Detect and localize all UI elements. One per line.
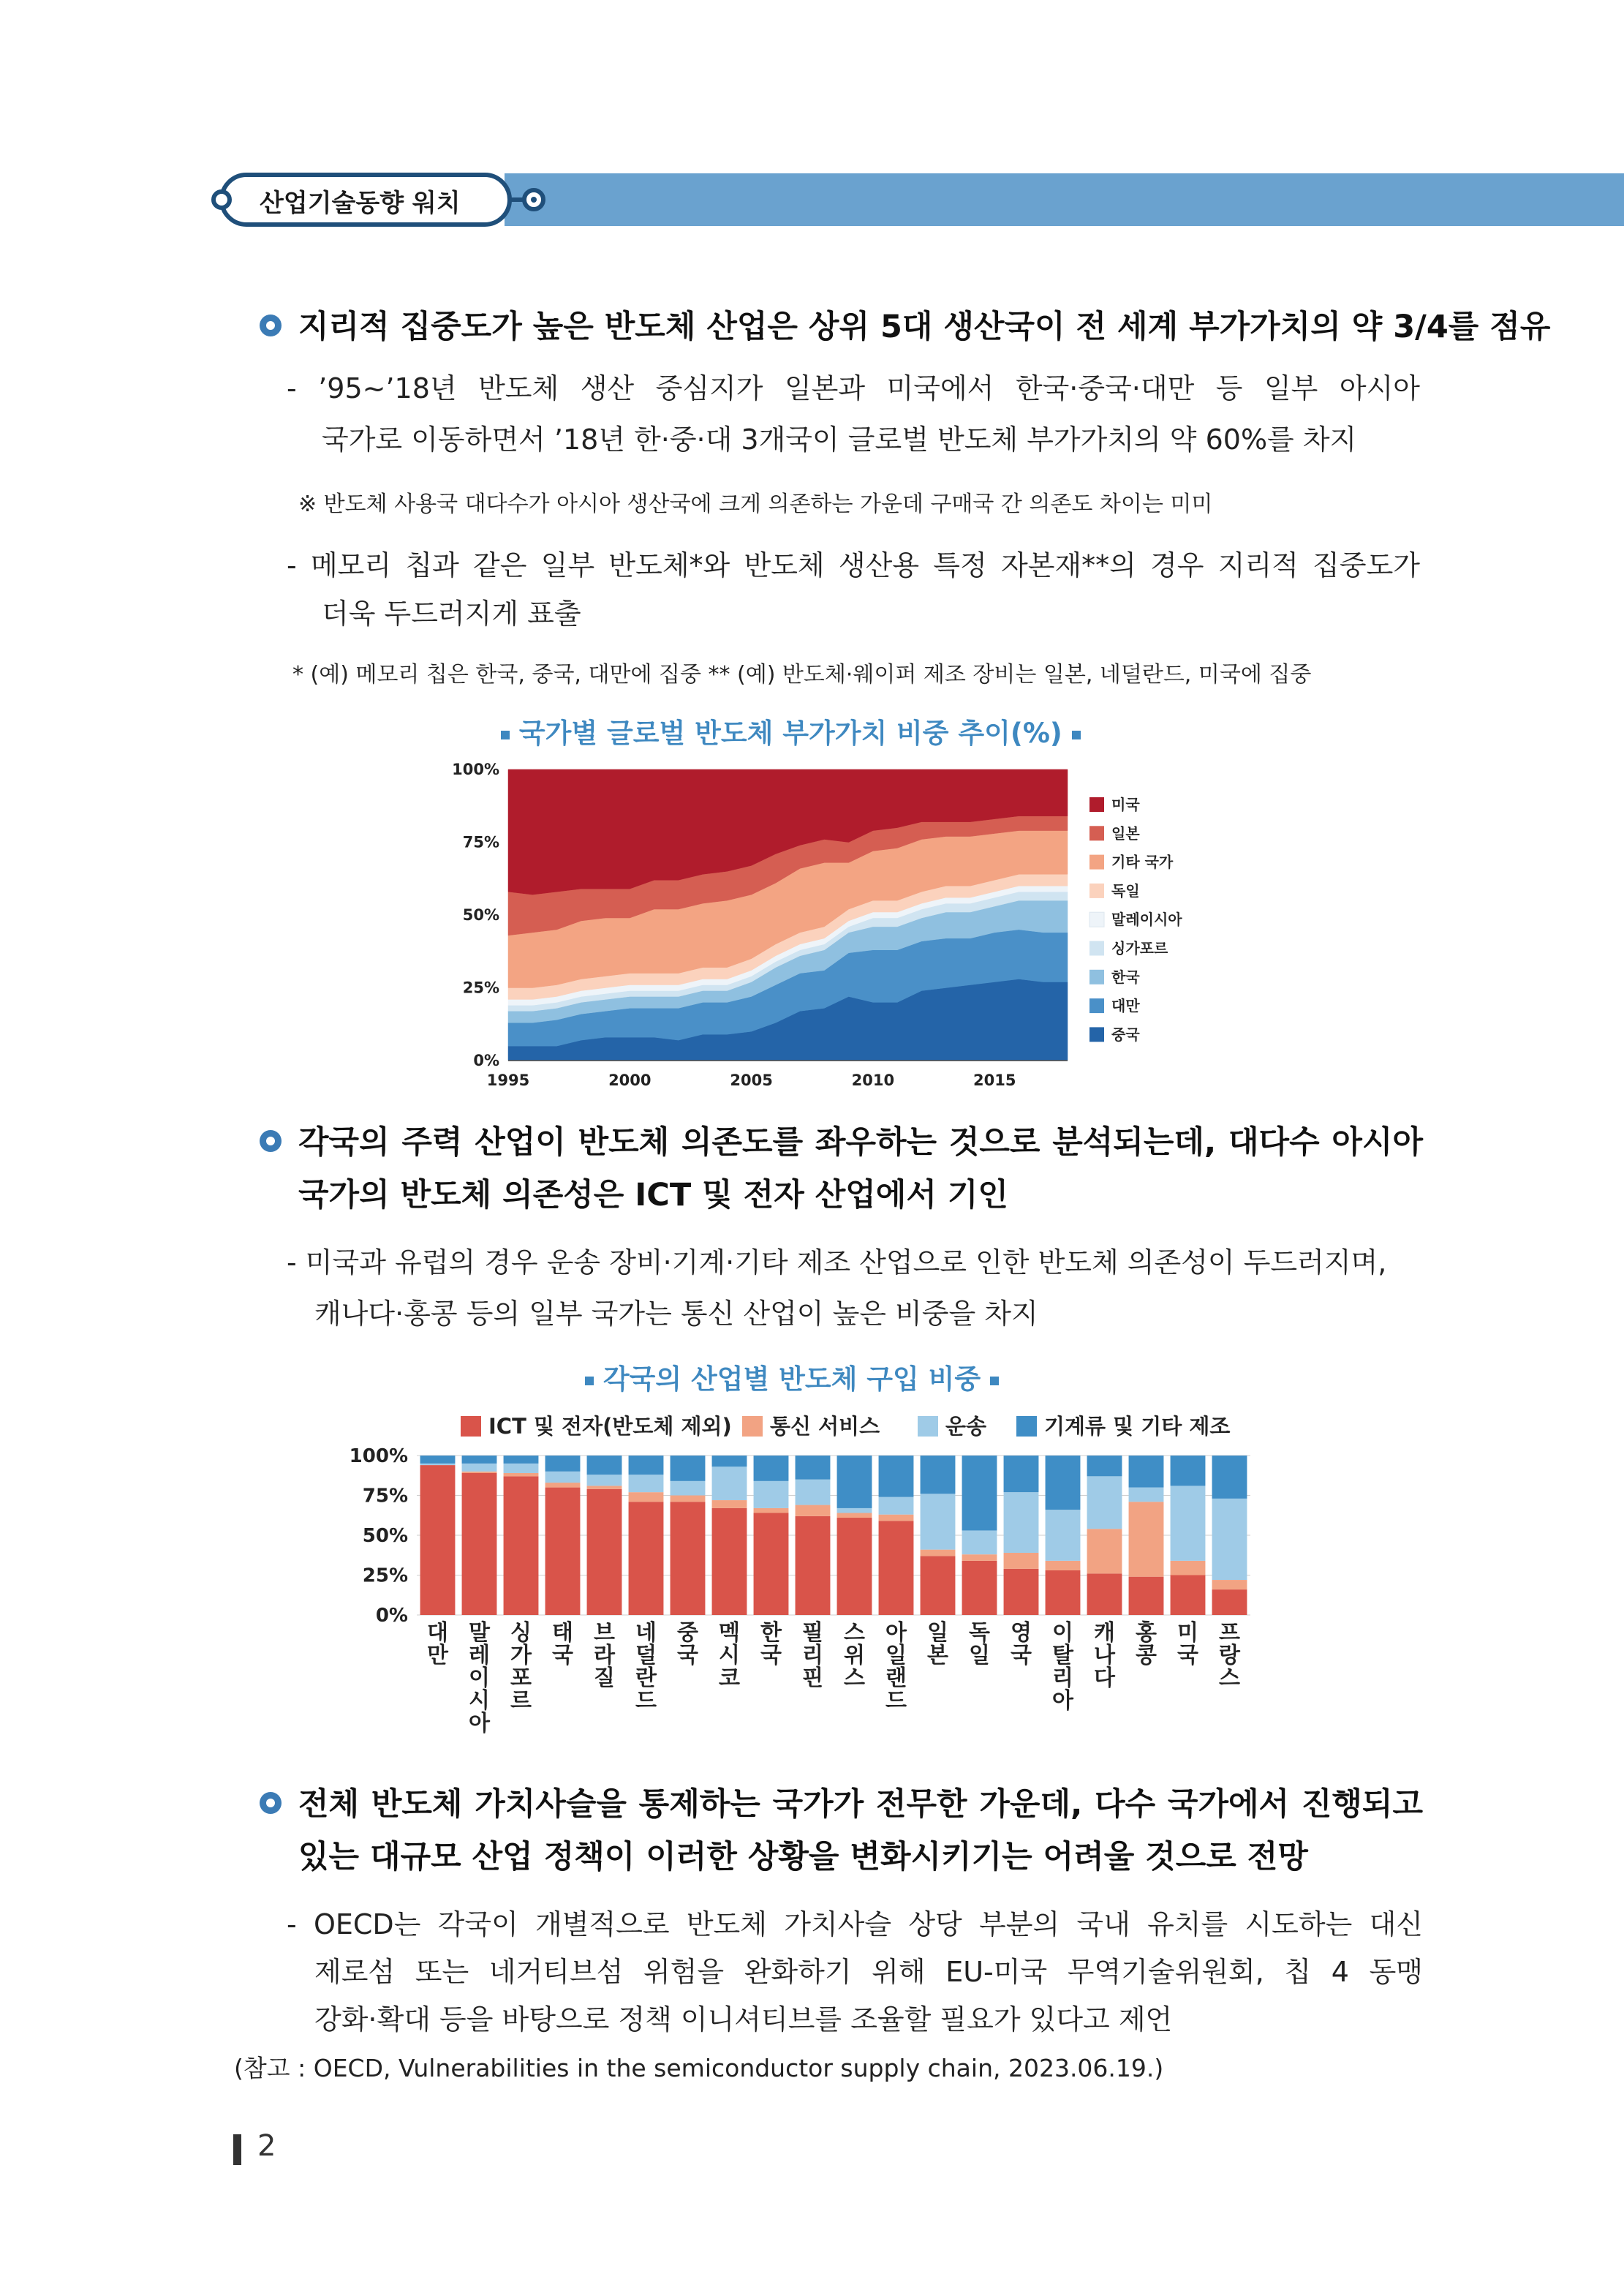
legend-label: ICT 및 전자(반도체 제외) [488,1414,732,1439]
header-title: 산업기술동향 워치 [260,189,461,218]
section2-heading-line2: 국가의 반도체 의존성은 ICT 및 전자 산업에서 기인 [298,1177,1008,1213]
bar-segment [1212,1589,1247,1615]
category-label: 일 본 [927,1620,948,1668]
bar-segment [879,1456,914,1497]
title-bullet-icon [585,1377,594,1385]
bar-segment [837,1456,872,1508]
bar-segment [1046,1561,1081,1570]
bar-segment [921,1556,956,1615]
category-label: 이 탈 리 아 [1052,1620,1073,1714]
page-number-bar [233,2134,241,2165]
section1-note2: * (예) 메모리 칩은 한국, 중국, 대만에 집중 ** (예) 반도체·웨이퍼 제조 장비는 일본, 네덜란드, 미국에 집중 [292,662,1312,688]
section1-item2-line2: 더욱 두드러지게 표출 [322,598,581,630]
legend-label: 중국 [1111,1025,1140,1044]
bar-segment [587,1475,622,1486]
legend-label: 독일 [1111,881,1140,900]
bar-segment [1212,1499,1247,1580]
category-label: 말 레 이 시 아 [469,1620,490,1736]
bar-segment [629,1456,664,1475]
section1-item1-line1: - ’95~’18년 반도체 생산 중심지가 일본과 미국에서 한국·중국·대만 등 일부 아시아 [287,372,1420,404]
bar-segment [796,1505,831,1516]
bar-segment [921,1494,956,1549]
bar-segment [796,1516,831,1615]
y-tick-label: 50% [362,1525,408,1547]
category-label: 아 일 랜 드 [885,1620,907,1714]
legend-label: 미국 [1111,796,1140,813]
legend-swatch [1016,1416,1037,1437]
bar-segment [587,1489,622,1615]
bullet-icon [260,1130,282,1152]
x-tick-label: 2005 [730,1072,773,1089]
bar-segment [1129,1488,1164,1502]
category-label: 네 덜 란 드 [635,1620,657,1714]
category-label: 대 만 [427,1620,448,1668]
legend-label: 싱가포르 [1111,939,1168,957]
legend-swatch [1089,998,1104,1013]
legend-label: 말레이시아 [1111,911,1182,929]
bar-segment [879,1497,914,1515]
bar-segment [462,1473,497,1615]
bar-segment [962,1530,997,1554]
bar-segment [712,1500,747,1508]
bar-segment [420,1456,456,1464]
bar-segment [1004,1569,1039,1615]
bar-segment [1004,1492,1039,1553]
bar-segment [1171,1486,1206,1560]
bar-segment [1171,1575,1206,1616]
legend-swatch [1089,855,1104,870]
legend-swatch [1089,912,1104,927]
bar-segment [754,1513,789,1615]
bar-segment [1212,1456,1247,1499]
category-label: 프 랑 스 [1219,1620,1240,1691]
y-tick-label: 25% [462,979,499,997]
value-added-share-area-chart [431,761,1206,1104]
bar-segment [1129,1577,1164,1615]
bar-segment [1212,1580,1247,1589]
bar-segment [921,1456,956,1494]
bar-segment [962,1456,997,1530]
section2-heading-line1: 각국의 주력 산업이 반도체 의존도를 좌우하는 것으로 분석되는데, 대다수 아시아 [298,1124,1423,1161]
bar-segment [1087,1476,1122,1529]
y-tick-label: 0% [473,1052,499,1069]
section1-item1-line2: 국가로 이동하면서 ’18년 한·중·대 3개국이 글로벌 반도체 부가가치의 약 60%를 차지 [322,423,1357,456]
bar-segment [1171,1456,1206,1486]
bar-segment [837,1513,872,1518]
section3-heading-line1: 전체 반도체 가치사슬을 통제하는 국가가 전무한 가운데, 다수 국가에서 진행되고 [298,1786,1423,1823]
chart2-title [585,1357,999,1396]
x-tick-label: 1995 [486,1072,530,1089]
bar-segment [420,1465,456,1615]
y-tick-label: 75% [462,833,499,851]
y-tick-label: 100% [452,761,499,778]
y-tick-label: 100% [349,1445,408,1467]
bar-segment [712,1508,747,1615]
bar-segment [420,1464,456,1465]
bar-segment [1087,1529,1122,1573]
bar-segment [879,1521,914,1615]
legend-label: 일본 [1111,824,1140,843]
category-label: 멕 시 코 [719,1620,740,1691]
bar-segment [504,1464,539,1473]
bar-segment [754,1481,789,1508]
legend-swatch [1089,970,1104,984]
section3-item1-line2: 제로섬 또는 네거티브섬 위험을 완화하기 위해 EU-미국 무역기술위원회, 칩 4 동맹 [314,1956,1423,1988]
bar-segment [671,1456,706,1481]
bar-segment [1129,1456,1164,1488]
bar-segment [879,1515,914,1521]
chart2-title-text: 각국의 산업별 반도체 구입 비중 [603,1363,981,1395]
header-right-dot-icon [522,188,545,211]
bar-segment [754,1508,789,1513]
bar-segment [629,1492,664,1502]
category-label: 브 라 질 [594,1620,615,1691]
bar-segment [796,1480,831,1505]
bar-segment [754,1456,789,1481]
bar-segment [962,1561,997,1615]
bar-segment [629,1502,664,1615]
bar-segment [837,1508,872,1513]
bar-segment [629,1475,664,1492]
section3-item1-line3: 강화·확대 등을 바탕으로 정책 이니셔티브를 조율할 필요가 있다고 제언 [314,2003,1173,2036]
legend-swatch [1089,1027,1104,1042]
bullet-icon [260,1792,282,1814]
category-label: 한 국 [760,1620,782,1668]
legend-label: 통신 서비스 [770,1414,880,1439]
section2-item1-line1: - 미국과 유럽의 경우 운송 장비·기계·기타 제조 산업으로 인한 반도체 의존성이 두드러지며, [287,1246,1387,1279]
legend-swatch [1089,884,1104,898]
bar-segment [587,1486,622,1488]
bar-segment [1087,1573,1122,1615]
bar-segment [671,1502,706,1615]
category-label: 미 국 [1177,1620,1198,1668]
header-band [505,173,1624,226]
bar-segment [545,1488,581,1615]
legend-swatch [742,1416,763,1437]
y-tick-label: 0% [375,1605,408,1627]
section1-heading: 지리적 집중도가 높은 반도체 산업은 상위 5대 생산국이 전 세계 부가가치의 약 3/4를 점유 [298,309,1551,345]
section2-item1-line2: 캐나다·홍콩 등의 일부 국가는 통신 산업이 높은 비중을 차지 [314,1298,1038,1330]
bar-segment [962,1554,997,1561]
legend-label: 대만 [1111,997,1140,1015]
y-tick-label: 25% [362,1565,408,1587]
bar-segment [712,1456,747,1467]
category-label: 캐 나 다 [1094,1620,1115,1691]
title-bullet-icon [990,1377,999,1385]
title-bullet-icon [1072,731,1081,739]
legend-label: 기계류 및 기타 제조 [1044,1414,1231,1439]
x-tick-label: 2000 [608,1072,652,1089]
category-label: 싱 가 포 르 [510,1620,532,1714]
category-label: 독 일 [969,1620,990,1668]
category-label: 중 국 [677,1620,698,1668]
bar-segment [462,1472,497,1473]
x-tick-label: 2015 [972,1072,1016,1089]
page-number: 2 [257,2129,276,2163]
bar-segment [462,1456,497,1464]
bar-segment [671,1496,706,1502]
bar-segment [504,1473,539,1476]
section3-item1-line1: - OECD는 각국이 개별적으로 반도체 가치사슬 상당 부분의 국내 유치를 시도하는 대신 [287,1908,1423,1940]
category-label: 홍 콩 [1136,1620,1157,1668]
bar-segment [921,1550,956,1556]
reference-note: (참고 : OECD, Vulnerabilities in the semiconductor supply chain, 2023.06.19.) [234,2054,1164,2082]
category-label: 스 위 스 [844,1620,865,1691]
bar-segment [587,1456,622,1475]
legend-swatch [1089,941,1104,956]
chart1-title [501,711,1081,750]
bar-segment [1004,1456,1039,1492]
bar-segment [1046,1570,1081,1615]
bar-segment [504,1456,539,1464]
bullet-icon [260,315,282,336]
bar-segment [1087,1456,1122,1476]
bar-segment [1004,1553,1039,1569]
bar-segment [1129,1502,1164,1576]
section3-heading-line2: 있는 대규모 산업 정책이 이러한 상황을 변화시키기는 어려울 것으로 전망 [298,1839,1308,1875]
bar-segment [462,1464,497,1472]
legend-swatch [1089,797,1104,812]
bar-segment [545,1483,581,1488]
bar-segment [712,1467,747,1500]
bar-segment [837,1518,872,1615]
bar-segment [1046,1456,1081,1510]
category-label: 태 국 [552,1620,573,1668]
bar-segment [671,1481,706,1496]
section1-item2-line1: - 메모리 칩과 같은 일부 반도체*와 반도체 생산용 특정 자본재**의 경우 지리적 집중도가 [287,549,1420,581]
chart1-title-text: 국가별 글로벌 반도체 부가가치 비중 추이(%) [518,718,1062,749]
title-bullet-icon [501,731,510,739]
legend-label: 기타 국가 [1111,853,1174,871]
legend-swatch [461,1416,481,1437]
bar-segment [545,1456,581,1472]
category-label: 필 리 핀 [802,1620,823,1691]
y-tick-label: 75% [362,1485,408,1507]
section1-note1: ※ 반도체 사용국 대다수가 아시아 생산국에 크게 의존하는 가운데 구매국 간 의존도 차이는 미미 [298,492,1213,517]
bar-segment [504,1476,539,1615]
bar-segment [1171,1561,1206,1575]
category-label: 영 국 [1011,1620,1032,1668]
legend-swatch [1089,826,1104,840]
x-tick-label: 2010 [851,1072,895,1089]
bar-segment [1046,1510,1081,1561]
bar-segment [545,1472,581,1483]
legend-swatch [918,1416,938,1437]
legend-label: 운송 [945,1414,987,1439]
y-tick-label: 50% [462,906,499,924]
industry-purchase-share-bar-chart [329,1404,1338,1785]
legend-label: 한국 [1111,968,1140,986]
bar-segment [796,1456,831,1480]
header-left-dot-icon [211,189,232,210]
